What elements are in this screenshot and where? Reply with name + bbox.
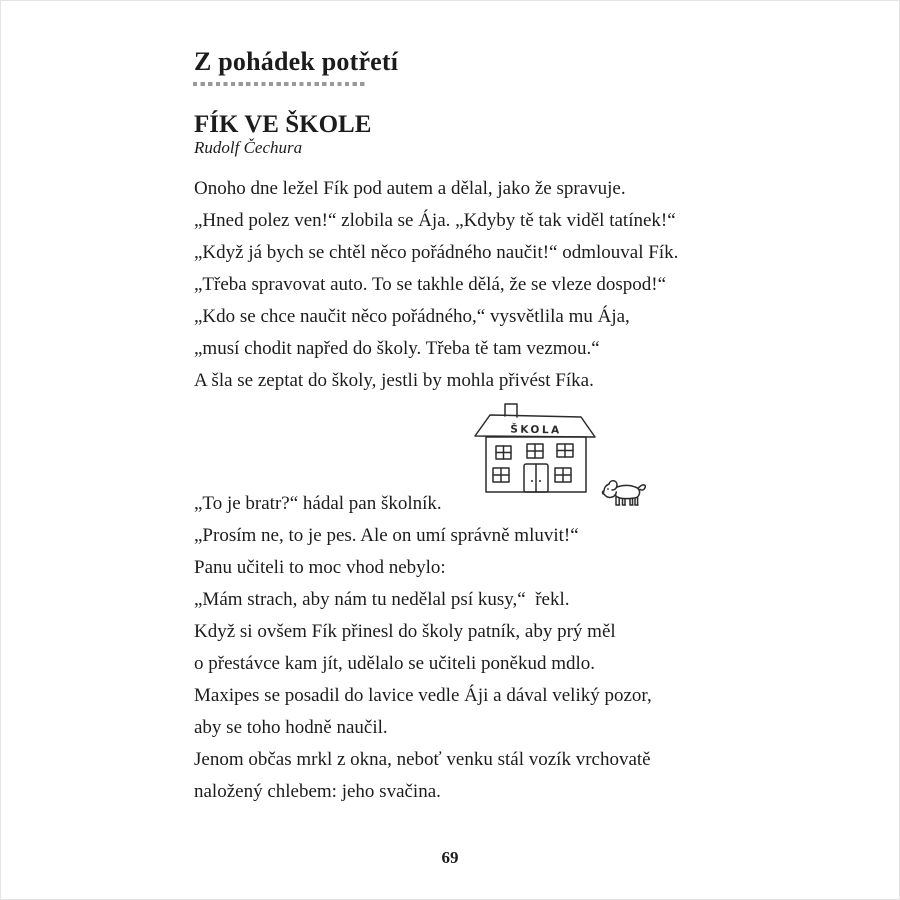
- window-lower-right: [555, 468, 571, 482]
- text-line: „Hned polez ven!“ zlobila se Ája. „Kdyby tě tak viděl tatínek!“: [194, 210, 676, 231]
- dotted-rule: [193, 82, 365, 86]
- story-author: Rudolf Čechura: [194, 138, 303, 157]
- window-upper-left: [496, 446, 511, 459]
- window-lower-left: [493, 468, 509, 482]
- page-number: 69: [441, 848, 459, 867]
- text-line: Jenom občas mrkl z okna, neboť venku stál vozík vrchovatě: [194, 749, 651, 770]
- text-line: Panu učiteli to moc vhod nebylo:: [194, 557, 446, 578]
- text-line: „Prosím ne, to je pes. Ale on umí správně mluvit!“: [194, 525, 579, 546]
- paragraph-2: [194, 488, 652, 808]
- text-line: Maxipes se posadil do lavice vedle Áji a dával veliký pozor,: [194, 685, 652, 706]
- school-house-drawing: [475, 404, 595, 492]
- text-line: „Třeba spravovat auto. To se takhle dělá, že se vleze dospod!“: [194, 274, 667, 295]
- window-upper-middle: [527, 444, 543, 458]
- paragraph-1: [194, 173, 678, 397]
- section-header: Z pohádek potřetí: [194, 47, 399, 76]
- text-line: naložený chlebem: jeho svačina.: [194, 781, 441, 802]
- text-line: „Kdo se chce naučit něco pořádného,“ vysvětlila mu Ája,: [194, 306, 630, 327]
- story-title: FÍK VE ŠKOLE: [194, 111, 372, 138]
- house-label: ŠKOLA: [510, 423, 562, 437]
- text-line: aby se toho hodně naučil.: [194, 717, 388, 738]
- window-upper-right: [557, 444, 573, 457]
- text-line: „To je bratr?“ hádal pan školník.: [194, 493, 442, 514]
- text-line: „Když já bych se chtěl něco pořádného naučit!“ odmlouval Fík.: [194, 242, 679, 263]
- text-line: Onoho dne ležel Fík pod autem a dělal, jako že spravuje.: [194, 178, 626, 199]
- text-line: „Mám strach, aby nám tu nedělal psí kusy,“ řekl.: [194, 589, 570, 610]
- text-line: A šla se zeptat do školy, jestli by mohla přivést Fíka.: [194, 370, 594, 391]
- text-line: „musí chodit napřed do školy. Třeba tě tam vezmou.“: [194, 338, 600, 359]
- text-line: Když si ovšem Fík přinesl do školy patník, aby prý měl: [194, 621, 616, 642]
- text-line: o přestávce kam jít, udělalo se učiteli poněkud mdlo.: [194, 653, 596, 674]
